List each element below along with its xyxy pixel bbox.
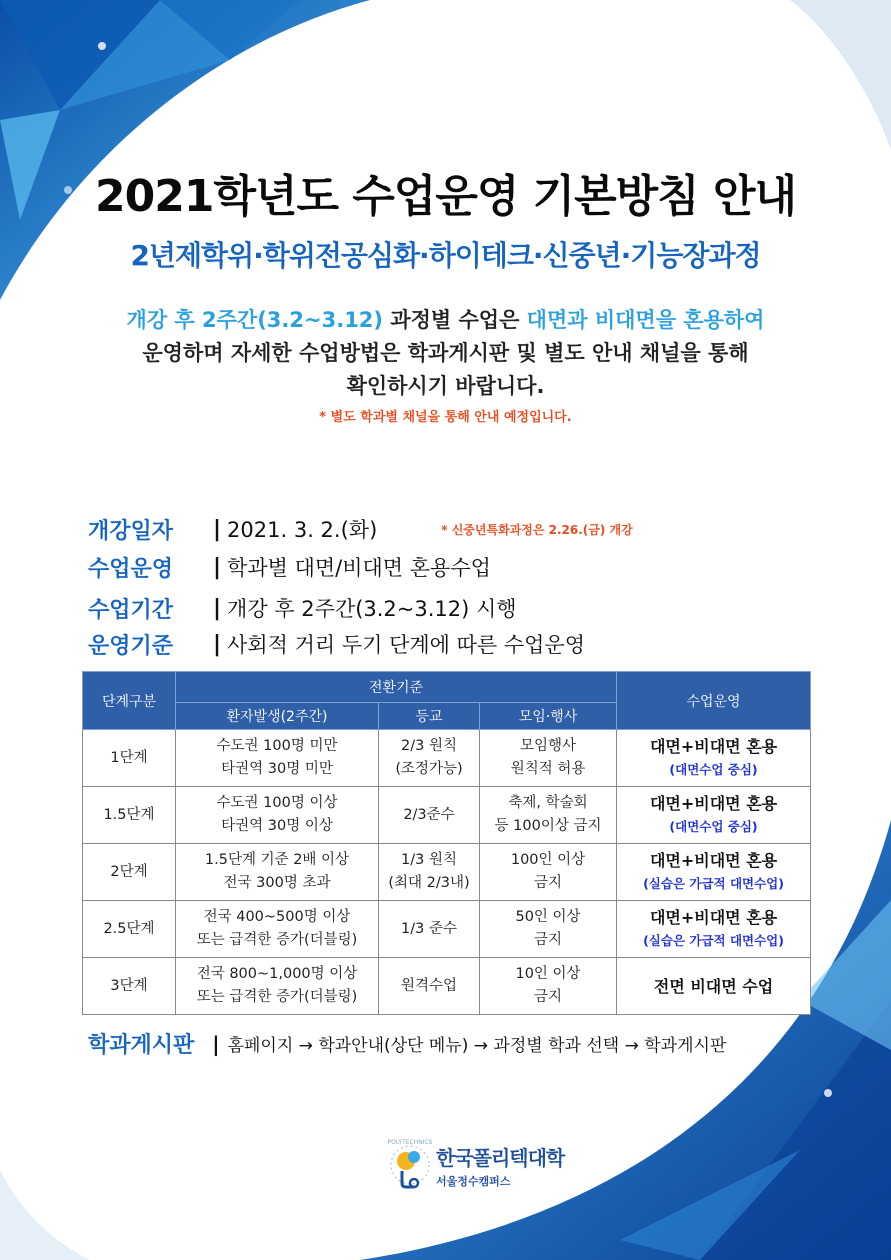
table-row — [83, 730, 811, 787]
page-subtitle: 2년제학위·학위전공심화·하이테크·신중년·기능장과정 — [130, 239, 761, 272]
gathering-cell — [480, 844, 617, 901]
board-path: 홈페이지 → 학과안내(상단 메뉴) → 과정별 학과 선택 → 학과게시판 — [227, 1036, 727, 1056]
operation-sub: (대면수업 중심) — [669, 819, 758, 834]
header-gathering: 모임·행사 — [480, 703, 617, 730]
table-row — [83, 901, 811, 958]
info-value: 개강 후 2주간(3.2~3.12) 시행 — [227, 597, 517, 621]
operation-cell — [617, 730, 811, 787]
school-cell — [379, 730, 480, 787]
gathering-line: 축제, 학술회 — [508, 795, 588, 811]
info-value: 2021. 3. 2.(화) — [227, 518, 378, 542]
operation-cell — [617, 901, 811, 958]
gathering-line: 금지 — [534, 932, 563, 948]
intro-plain-text: 과정별 수업은 — [383, 308, 527, 332]
cases-cell — [176, 730, 379, 787]
intro-text — [0, 304, 891, 403]
operation-sub: (대면수업 중심) — [669, 762, 758, 777]
gathering-line: 등 100이상 금지 — [494, 818, 602, 834]
info-separator: | — [213, 595, 222, 621]
cases-line: 전국 800~1,000명 이상 — [196, 966, 358, 982]
school-line: (조정가능) — [395, 761, 463, 777]
stage-cell: 2단계 — [83, 844, 176, 901]
cases-cell — [176, 844, 379, 901]
school-cell: 원격수업 — [379, 958, 480, 1015]
header-school: 등교 — [379, 703, 480, 730]
operation-main: 대면+비대면 혼용 — [649, 737, 778, 756]
gathering-line: 금지 — [534, 989, 563, 1005]
info-note: * 신중년특화과정은 2.26.(금) 개강 — [441, 522, 633, 537]
distancing-stage-table — [82, 671, 811, 1015]
gathering-line: 모임행사 — [520, 738, 577, 754]
header-stage: 단계구분 — [83, 672, 176, 730]
cases-line: 전국 400~500명 이상 — [203, 909, 351, 925]
page-title: 2021학년도 수업운영 기본방침 안내 — [95, 171, 796, 222]
gathering-cell — [480, 787, 617, 844]
operation-cell — [617, 958, 811, 1015]
gathering-line: 금지 — [534, 875, 563, 891]
cases-line: 또는 급격한 증가(더블링) — [196, 932, 358, 948]
gathering-line: 10인 이상 — [515, 966, 581, 982]
cases-line: 전국 300명 초과 — [223, 875, 331, 891]
operation-main: 대면+비대면 혼용 — [649, 794, 778, 813]
info-separator: | — [213, 516, 222, 542]
header-operation: 수업운영 — [617, 672, 811, 730]
info-label: 수업기간 — [88, 597, 174, 623]
intro-highlight-period: 개강 후 2주간(3.2~3.12) — [126, 308, 384, 332]
university-logo — [388, 1135, 564, 1195]
stage-cell: 2.5단계 — [83, 901, 176, 958]
info-value: 사회적 거리 두기 단계에 따른 수업운영 — [227, 633, 585, 657]
info-row-operation-standard — [88, 627, 585, 661]
gathering-line: 100인 이상 — [510, 852, 586, 868]
intro-line-3: 확인하시기 바랍니다. — [346, 374, 545, 398]
intro-highlight-mode: 대면과 비대면을 혼용하여 — [526, 308, 765, 332]
header-criteria: 전환기준 — [176, 672, 617, 703]
school-cell — [379, 844, 480, 901]
operation-cell — [617, 787, 811, 844]
stage-cell: 1.5단계 — [83, 787, 176, 844]
info-value: 학과별 대면/비대면 혼용수업 — [227, 556, 491, 580]
gathering-line: 50인 이상 — [515, 909, 581, 925]
cases-cell — [176, 787, 379, 844]
department-board-info — [88, 1028, 726, 1059]
cases-line: 1.5단계 기준 2배 이상 — [204, 852, 350, 868]
info-row-class-mode — [88, 550, 491, 584]
info-label: 운영기준 — [88, 633, 174, 659]
logo-campus: 서울정수캠퍼스 — [436, 1174, 511, 1188]
logo-text — [436, 1142, 564, 1189]
operation-main: 대면+비대면 혼용 — [649, 851, 778, 870]
cases-line: 수도권 100명 미만 — [216, 738, 338, 754]
gathering-cell — [480, 958, 617, 1015]
board-separator: | — [212, 1031, 220, 1056]
cases-line: 타권역 30명 이상 — [221, 818, 333, 834]
table-row — [83, 844, 811, 901]
intro-line-2: 운영하며 자세한 수업방법은 학과게시판 및 별도 안내 채널을 통해 — [142, 341, 749, 365]
cases-cell — [176, 958, 379, 1015]
operation-sub: (실습은 가급적 대면수업) — [643, 933, 784, 948]
operation-main: 전면 비대면 수업 — [653, 976, 774, 996]
cases-line: 타권역 30명 미만 — [221, 761, 333, 777]
info-label: 수업운영 — [88, 556, 174, 582]
table-row — [83, 958, 811, 1015]
info-separator: | — [213, 554, 222, 580]
logo-name: 한국폴리텍대학 — [436, 1145, 565, 1170]
info-row-class-period — [88, 591, 517, 625]
info-row-start-date — [88, 512, 633, 546]
intro-line-1 — [0, 304, 891, 337]
school-cell: 2/3준수 — [379, 787, 480, 844]
polytech-emblem-icon — [388, 1135, 432, 1195]
school-line: 1/3 원칙 — [401, 852, 457, 868]
info-label: 개강일자 — [88, 518, 174, 544]
school-line: 2/3 원칙 — [401, 738, 457, 754]
gathering-line: 원칙적 허용 — [510, 761, 586, 777]
operation-cell — [617, 844, 811, 901]
cases-line: 또는 급격한 증가(더블링) — [196, 989, 358, 1005]
stage-cell: 3단계 — [83, 958, 176, 1015]
intro-note: * 별도 학과별 채널을 통해 안내 예정입니다. — [319, 410, 572, 425]
emblem-ring-text: POLYTECHNICS — [388, 1139, 432, 1146]
school-cell: 1/3 준수 — [379, 901, 480, 958]
board-label: 학과게시판 — [88, 1033, 195, 1058]
gathering-cell — [480, 730, 617, 787]
operation-main: 대면+비대면 혼용 — [649, 908, 778, 927]
header-cases: 환자발생(2주간) — [176, 703, 379, 730]
school-line: (최대 2/3내) — [388, 875, 470, 891]
cases-line: 수도권 100명 이상 — [216, 795, 338, 811]
gathering-cell — [480, 901, 617, 958]
table-row — [83, 787, 811, 844]
cases-cell — [176, 901, 379, 958]
operation-sub: (실습은 가급적 대면수업) — [643, 876, 784, 891]
stage-cell: 1단계 — [83, 730, 176, 787]
info-separator: | — [213, 631, 222, 657]
